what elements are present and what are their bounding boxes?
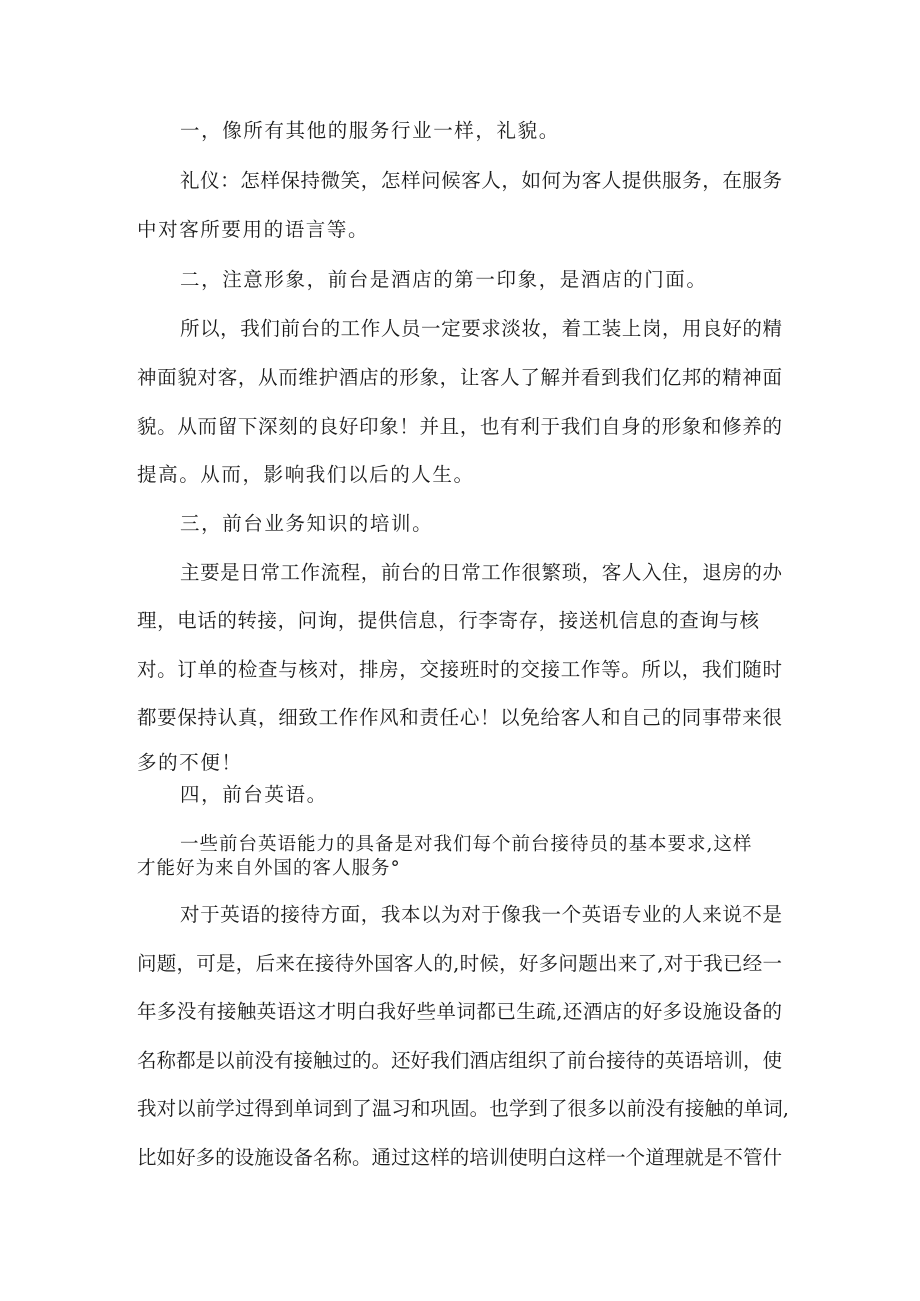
paragraph-line: 名称都是以前没有接触过的。还好我们酒店组织了前台接待的英语培训，使 (137, 1049, 782, 1072)
paragraph-line: 对于英语的接待方面，我本以为对于像我一个英语专业的人来说不是 (180, 903, 782, 926)
paragraph-line: 都要保持认真，细致工作作风和责任心！以免给客人和自己的同事带来很 (137, 706, 782, 729)
paragraph-line: 主要是日常工作流程，前台的日常工作很繁琐，客人入住，退房的办 (180, 561, 782, 584)
paragraph-line: 理，电话的转接，问询，提供信息，行李寄存，接送机信息的查询与核 (137, 609, 759, 632)
paragraph-line: 一些前台英语能力的具备是对我们每个前台接待员的基本要求,这样 (180, 834, 753, 855)
heading-image: 二，注意形象，前台是酒店的第一印象，是酒店的门面。 (180, 268, 708, 291)
paragraph-line: 神面貌对客，从而维护酒店的形象，让客人了解并看到我们亿邦的精神面 (137, 366, 782, 389)
paragraph-line: 貌。从而留下深刻的良好印象！并且，也有利于我们自身的形象和修养的 (137, 415, 782, 438)
heading-courtesy: 一，像所有其他的服务行业一样，礼貌。 (180, 119, 560, 142)
heading-business-training: 三，前台业务知识的培训。 (180, 512, 434, 535)
paragraph-line: 比如好多的设施设备名称。通过这样的培训使明白这样一个道理就是不管什 (137, 1146, 782, 1169)
paragraph-line: 才能好为来自外国的客人服务° (137, 858, 401, 879)
paragraph-line: 问题，可是，后来在接待外国客人的,时候，好多问题出来了,对于我已经一 (137, 952, 782, 975)
paragraph-line: 礼仪：怎样保持微笑，怎样问候客人，如何为客人提供服务，在服务 (180, 169, 782, 192)
paragraph-line: 提高。从而，影响我们以后的人生。 (137, 463, 475, 486)
paragraph-line: 对。订单的检查与核对，排房，交接班时的交接工作等。所以，我们随时 (137, 658, 782, 681)
paragraph-line: 我对以前学过得到单词到了温习和巩固。也学到了很多以前没有接触的单词, (137, 1097, 789, 1120)
paragraph-line: 中对客所要用的语言等。 (137, 218, 370, 241)
paragraph-line: 所以，我们前台的工作人员一定要求淡妆，着工装上岗，用良好的精 (180, 317, 782, 340)
heading-front-desk-english: 四，前台英语。 (180, 783, 328, 806)
paragraph-line: 多的不便！ (137, 751, 243, 774)
paragraph-line: 年多没有接触英语这才明白我好些单词都已生疏,还酒店的好多设施设备的 (137, 1000, 782, 1023)
